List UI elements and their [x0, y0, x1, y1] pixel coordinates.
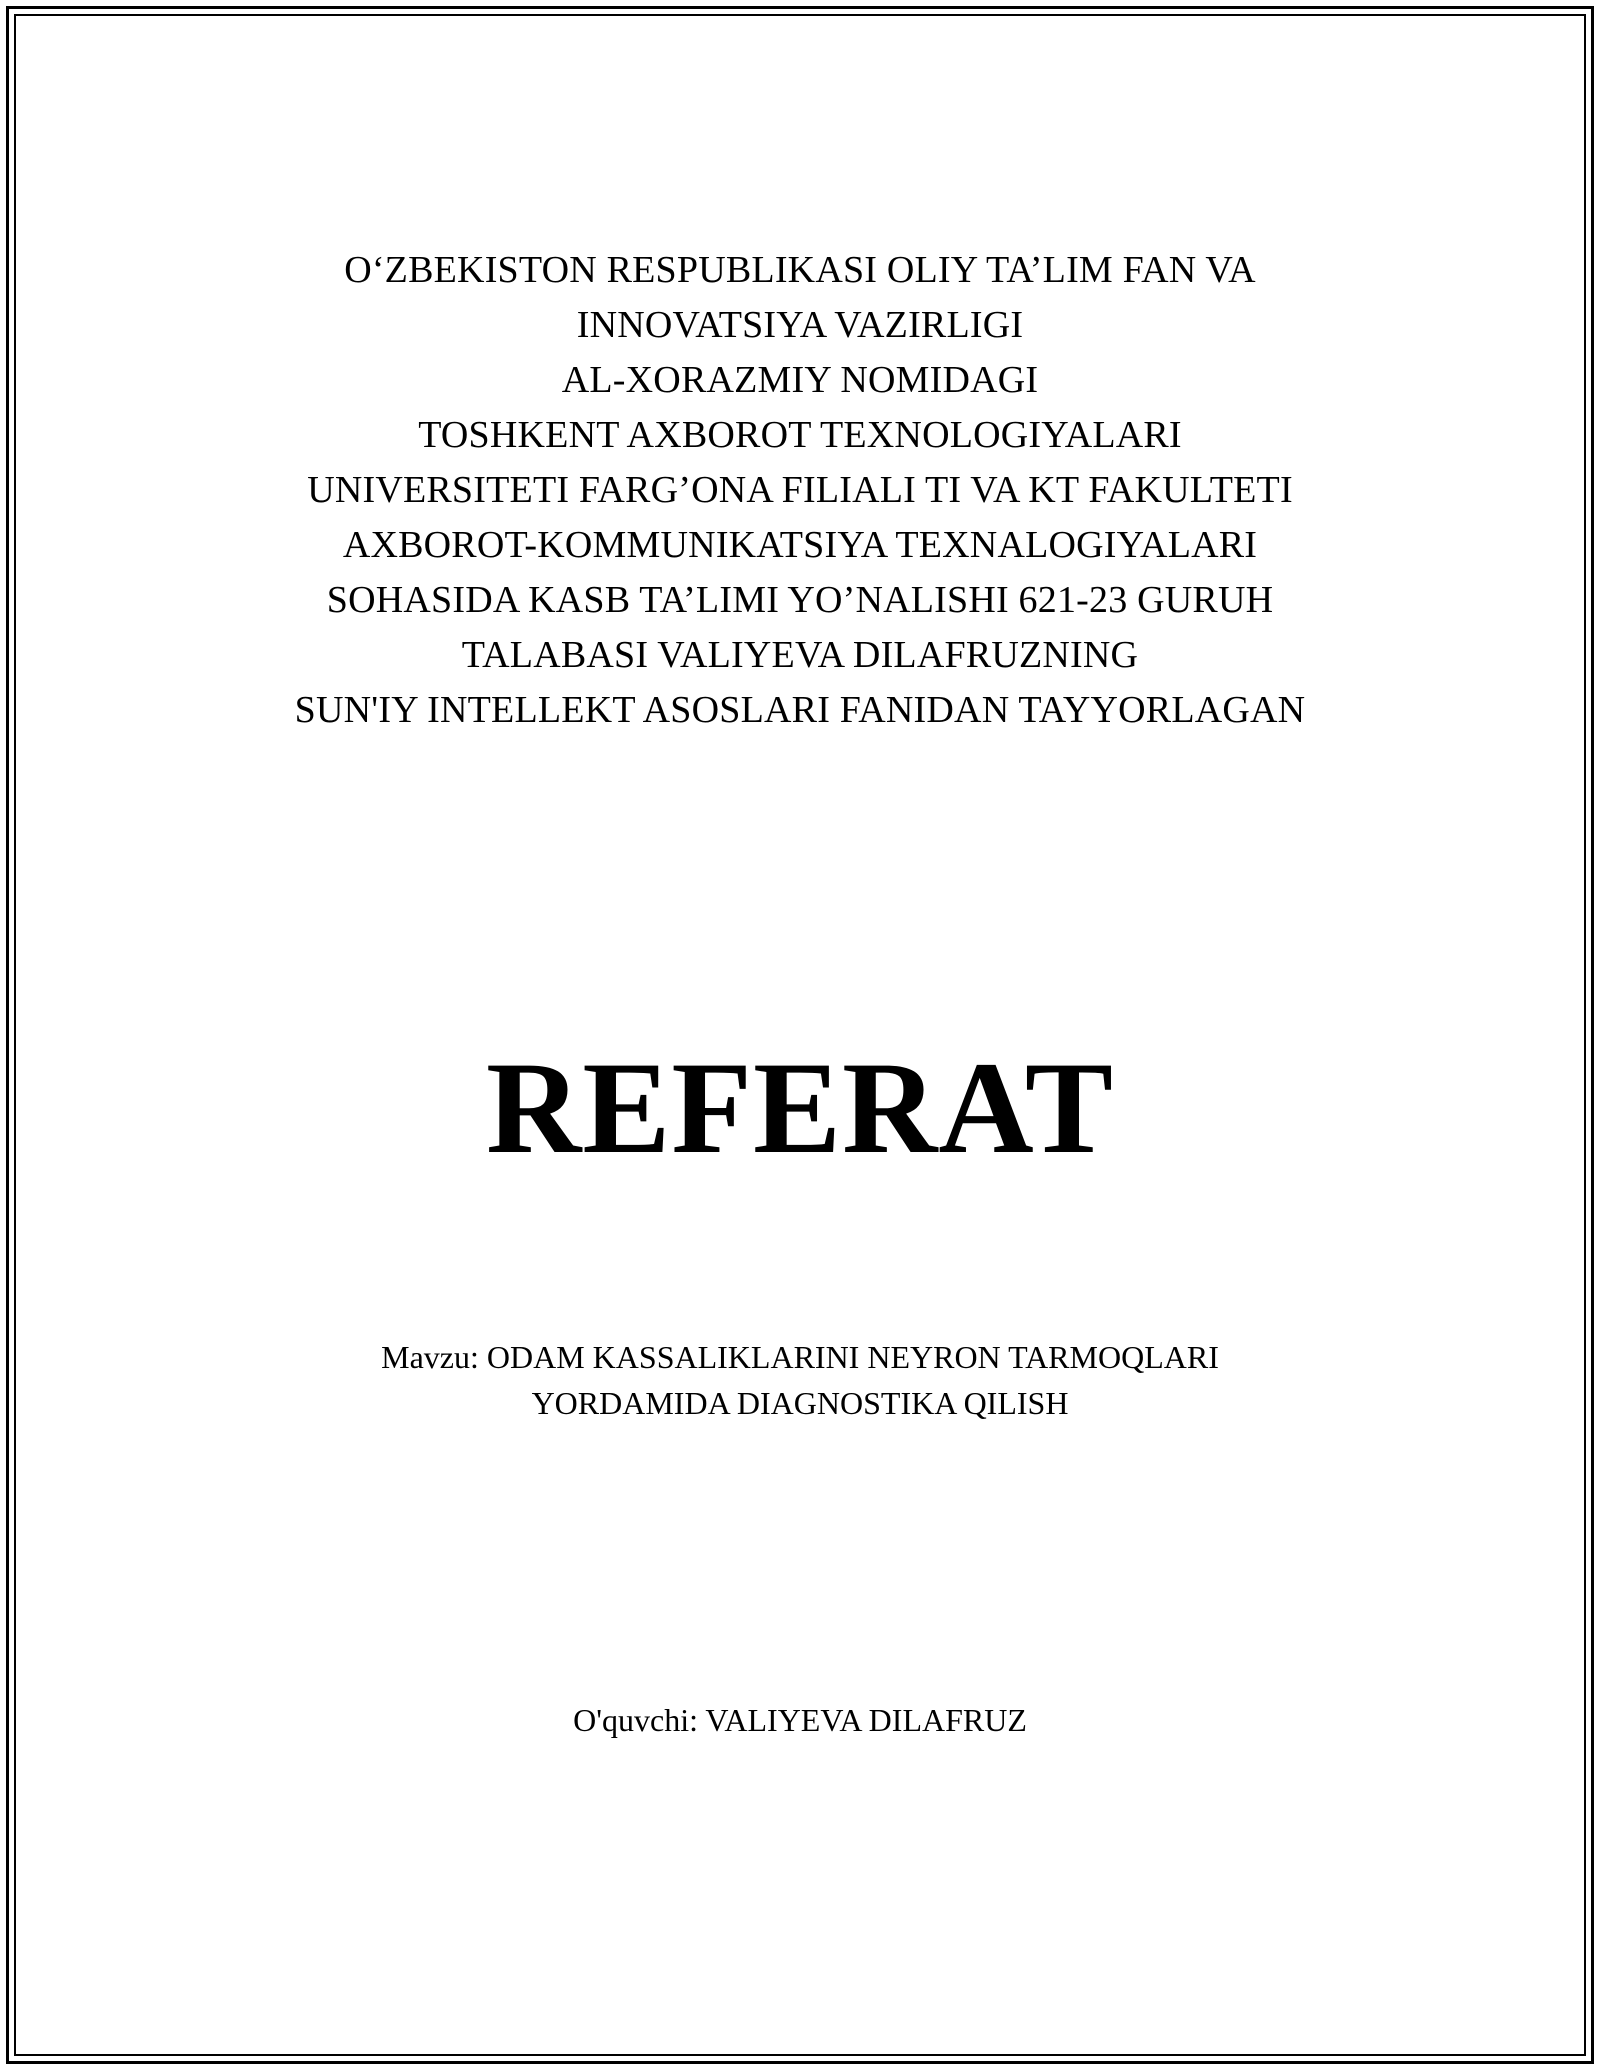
header-line: AXBOROT-KOMMUNIKATSIYA TEXNALOGIYALARI	[342, 524, 1258, 566]
header-line: SUN'IY INTELLEKT ASOSLARI FANIDAN TAYYORLAGAN	[294, 689, 1306, 731]
topic-line: Mavzu: ODAM KASSALIKLARINI NEYRON TARMOQLARI	[381, 1339, 1219, 1375]
header-line: SOHASIDA KASB TA’LIMI YO’NALISHI 621-23 GURUH	[326, 579, 1274, 621]
student-name: O'quvchi: VALIYEVA DILAFRUZ	[573, 1702, 1027, 1738]
institution-header	[0, 243, 1600, 738]
topic-line: YORDAMIDA DIAGNOSTIKA QILISH	[531, 1385, 1069, 1421]
header-line: AL-XORAZMIY NOMIDAGI	[561, 359, 1039, 401]
header-line: TALABASI VALIYEVA DILAFRUZNING	[461, 634, 1139, 676]
header-line: INNOVATSIYA VAZIRLIGI	[576, 304, 1024, 346]
document-type-title: REFERAT	[486, 1034, 1114, 1181]
header-line: TOSHKENT AXBOROT TEXNOLOGIYALARI	[418, 414, 1182, 456]
topic-block	[0, 1334, 1600, 1426]
header-line: UNIVERSITETI FARG’ONA FILIALI TI VA KT FAKULTETI	[307, 469, 1293, 511]
header-line: O‘ZBEKISTON RESPUBLIKASI OLIY TA’LIM FAN VA	[344, 249, 1256, 291]
